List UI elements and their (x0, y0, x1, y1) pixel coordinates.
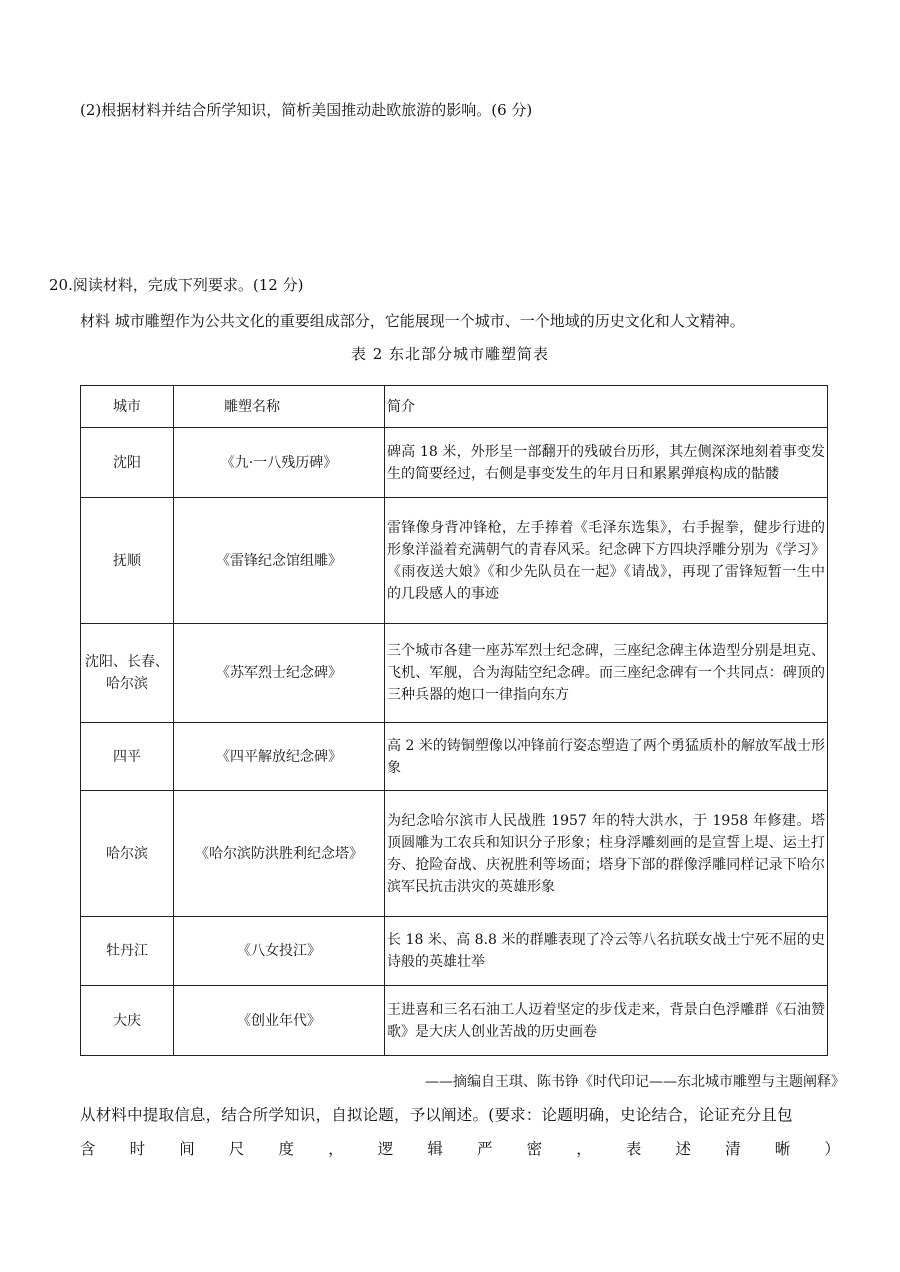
prompt-char: 度 (278, 1140, 295, 1158)
prompt-char: 晰 (774, 1140, 791, 1158)
table-row (81, 917, 828, 986)
header-intro: 简介 (385, 386, 828, 428)
table-row (81, 723, 828, 791)
table-row (81, 986, 828, 1056)
table-row (81, 428, 828, 498)
cell-intro: 长 18 米、高 8.8 米的群雕表现了冷云等八名抗联女战士宁死不屈的史诗般的英雄壮举 (385, 917, 828, 986)
cell-city: 大庆 (81, 986, 174, 1056)
prompt-char: ， (576, 1140, 592, 1158)
table-caption: 表 2 东北部分城市雕塑简表 (350, 345, 550, 363)
cell-sculpture-name: 《八女投江》 (174, 917, 385, 986)
question-20-header: 20.阅读材料，完成下列要求。(12 分) (49, 276, 304, 294)
cell-city: 牡丹江 (81, 917, 174, 986)
header-city: 城市 (81, 386, 174, 428)
cell-city: 抚顺 (81, 498, 174, 624)
cell-city: 哈尔滨 (81, 791, 174, 917)
prompt-char: 述 (675, 1140, 692, 1158)
cell-city: 四平 (81, 723, 174, 791)
prompt-char: 辑 (427, 1140, 443, 1158)
cell-city: 沈阳 (81, 428, 174, 498)
table-row (81, 791, 828, 917)
prompt-char: 间 (179, 1140, 195, 1158)
cell-sculpture-name: 《创业年代》 (174, 986, 385, 1056)
cell-sculpture-name: 《苏军烈士纪念碑》 (174, 624, 385, 723)
prompt-char: 密 (526, 1140, 543, 1158)
cell-intro: 高 2 米的铸铜塑像以冲锋前行姿态塑造了两个勇猛质朴的解放军战士形象 (385, 723, 828, 791)
table-row (81, 498, 828, 624)
header-sculpture-name: 雕塑名称 (174, 386, 385, 428)
cell-intro: 雷锋像身背冲锋枪，左手捧着《毛泽东选集》，右手握拳，健步行进的形象洋溢着充满朝气的青春风采。纪念碑下方四块浮雕分别为《学习》《雨夜送大娘》《和少先队员在一起》《请战》，再现了雷锋短暂一生中的几段感人的事迹 (385, 498, 828, 624)
cell-sculpture-name: 《雷锋纪念馆组雕》 (174, 498, 385, 624)
cell-sculpture-name: 《四平解放纪念碑》 (174, 723, 385, 791)
material-intro: 材料 城市雕塑作为公共文化的重要组成部分，它能展现一个城市、一个地域的历史文化和人文精神。 (80, 312, 745, 330)
table-row (81, 624, 828, 723)
question-19-part-2: (2)根据材料并结合所学知识，简析美国推动赴欧旅游的影响。(6 分) (80, 101, 533, 119)
prompt-char: 表 (625, 1140, 642, 1158)
prompt-char: 尺 (228, 1140, 245, 1158)
cell-intro: 三个城市各建一座苏军烈士纪念碑，三座纪念碑主体造型分别是坦克、飞机、军舰，合为海陆空纪念碑。而三座纪念碑有一个共同点：碑顶的三种兵器的炮口一律指向东方 (385, 624, 828, 723)
table-header-row (81, 386, 828, 428)
prompt-char: 含 (80, 1140, 96, 1158)
cell-intro: 为纪念哈尔滨市人民战胜 1957 年的特大洪水，于 1958 年修建。塔顶圆雕为工农兵和知识分子形象；柱身浮雕刻画的是宣誓上堤、运土打夯、抢险奋战、庆祝胜利等场面；塔身下部的群像浮雕同样记录下哈尔滨军民抗击洪灾的英雄形象 (385, 791, 828, 917)
cell-city: 沈阳、长春、哈尔滨 (81, 624, 174, 723)
cell-sculpture-name: 《九·一八残历碑》 (174, 428, 385, 498)
prompt-char: 逻 (377, 1140, 394, 1158)
task-prompt-line-2 (80, 1138, 840, 1160)
sculpture-table (80, 385, 828, 1056)
prompt-char: 严 (477, 1140, 493, 1158)
source-citation: ——摘编自王琪、陈书铮《时代印记——东北城市雕塑与主题阐释》 (425, 1074, 845, 1090)
prompt-char: ， (328, 1140, 344, 1158)
cell-intro: 王进喜和三名石油工人迈着坚定的步伐走来，背景白色浮雕群《石油赞歌》是大庆人创业苦战的历史画卷 (385, 986, 828, 1056)
prompt-char: 清 (725, 1140, 741, 1158)
cell-intro: 碑高 18 米，外形呈一部翻开的残破台历形，其左侧深深地刻着事变发生的简要经过，右侧是事变发生的年月日和累累弹痕构成的骷髅 (385, 428, 828, 498)
prompt-char: 时 (129, 1140, 146, 1158)
cell-sculpture-name: 《哈尔滨防洪胜利纪念塔》 (174, 791, 385, 917)
task-prompt-line-1: 从材料中提取信息，结合所学知识，自拟论题，予以阐述。(要求：论题明确，史论结合，论证充分且包 (80, 1106, 793, 1124)
prompt-char: ） (824, 1140, 840, 1158)
